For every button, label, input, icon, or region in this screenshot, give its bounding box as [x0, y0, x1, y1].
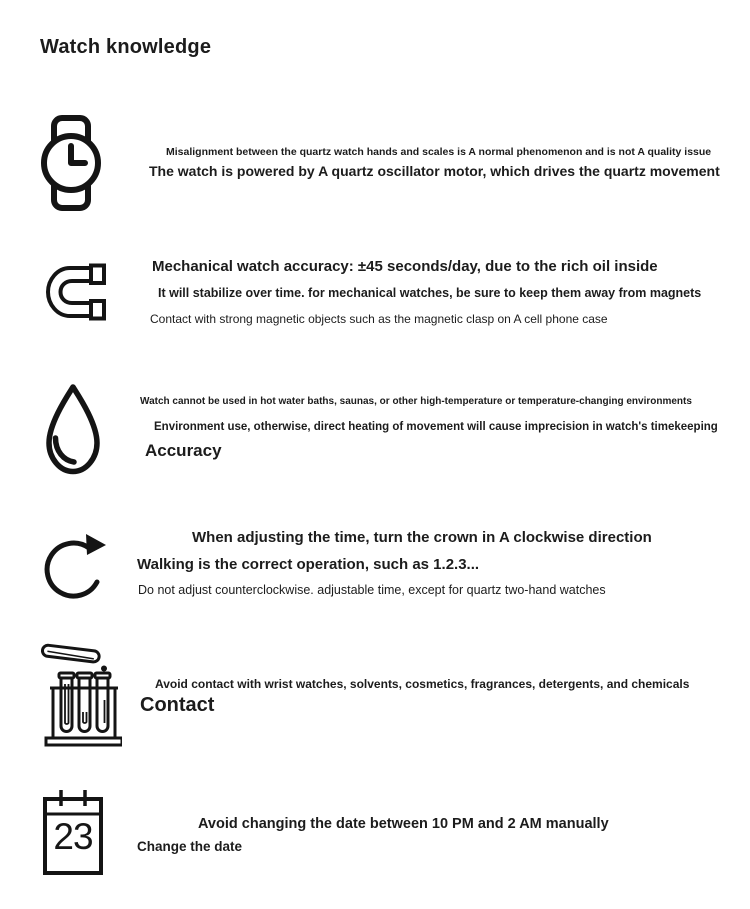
clockwise-arrow-icon: [44, 522, 108, 606]
watch-icon: [40, 113, 102, 213]
page-title: Watch knowledge: [40, 36, 212, 58]
magnet-sub-text: It will stabilize over time. for mechanical watches, be sure to keep them away from magnets: [158, 286, 702, 300]
date-main-text: Avoid changing the date between 10 PM and 2 AM manually: [198, 816, 609, 832]
chemicals-heading: Contact: [140, 694, 215, 716]
chemicals-note-text: Avoid contact with wrist watches, solvents, cosmetics, fragrances, detergents, and chemicals: [155, 677, 690, 691]
adjusting-sub-text: Walking is the correct operation, such as 1.2.3...: [137, 556, 480, 573]
date-heading: Change the date: [137, 839, 243, 854]
test-tubes-icon: [34, 642, 122, 748]
temperature-note-text: Watch cannot be used in hot water baths, saunas, or other high-temperature or temperature-changing environments: [140, 396, 692, 407]
water-drop-icon: [40, 382, 106, 478]
temperature-heading: Accuracy: [145, 441, 222, 460]
adjusting-note-text: Do not adjust counterclockwise. adjustable time, except for quartz two-hand watches: [138, 583, 606, 597]
magnet-icon: [44, 261, 110, 323]
magnet-note-text: Contact with strong magnetic objects such as the magnetic clasp on A cell phone case: [150, 312, 608, 326]
adjusting-main-text: When adjusting the time, turn the crown in A clockwise direction: [192, 529, 652, 546]
quartz-note-text: Misalignment between the quartz watch hands and scales is A normal phenomenon and is not A quality issue: [166, 146, 712, 158]
magnet-main-text: Mechanical watch accuracy: ±45 seconds/day, due to the rich oil inside: [152, 258, 658, 275]
quartz-main-text: The watch is powered by A quartz oscillator motor, which drives the quartz movement: [149, 163, 720, 179]
calendar-day-number: 23: [53, 816, 93, 857]
temperature-sub-text: Environment use, otherwise, direct heating of movement will cause imprecision in watch's timekeeping: [154, 421, 718, 433]
